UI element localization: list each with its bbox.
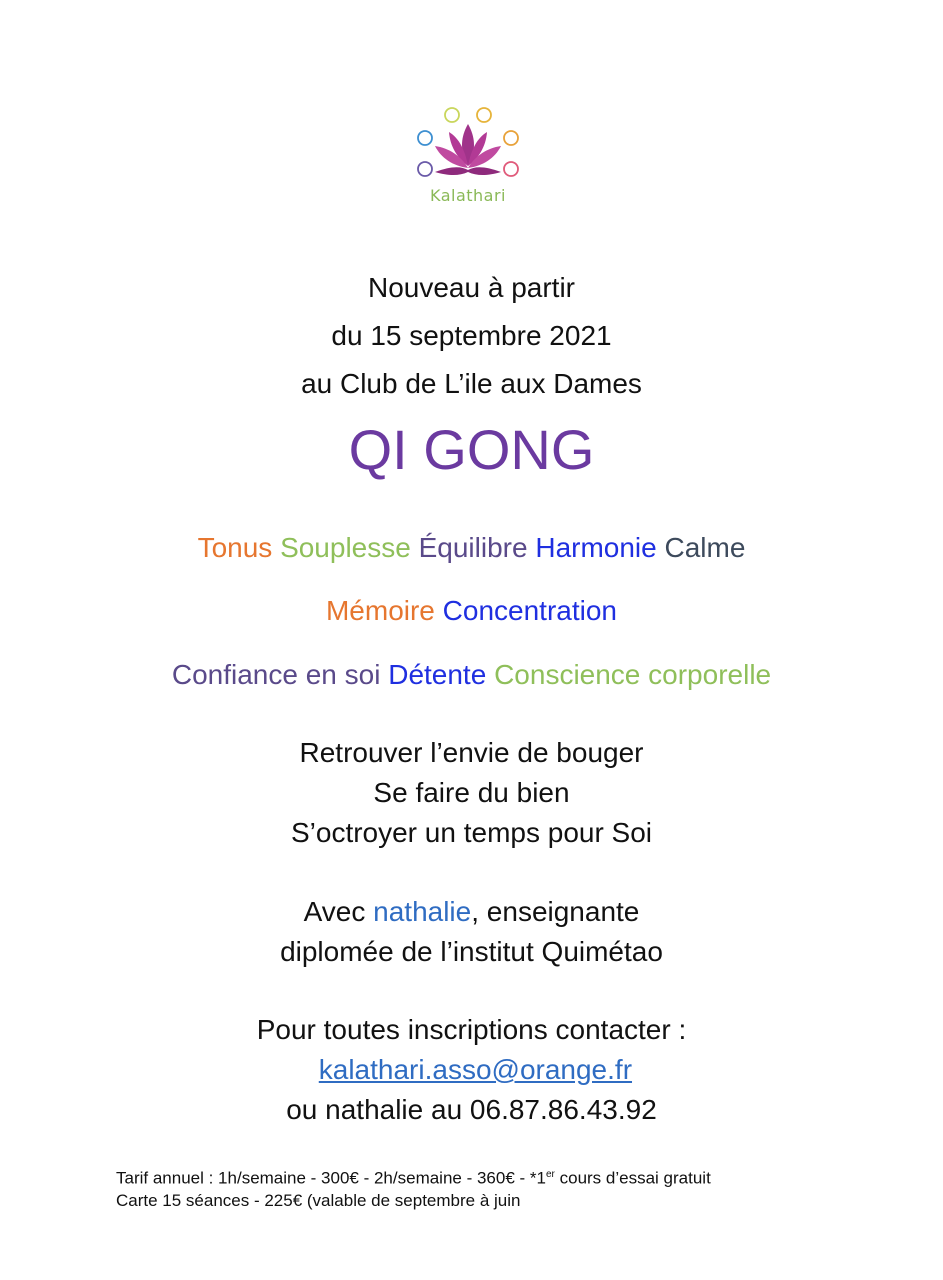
quality-word: Concentration xyxy=(442,595,618,626)
tarif-line-1-a: Tarif annuel : 1h/semaine - 300€ - 2h/semaine - 360€ - *1 xyxy=(116,1168,546,1188)
contact-email-row xyxy=(0,1050,943,1090)
teacher-block xyxy=(0,892,943,972)
quality-word: Calme xyxy=(664,532,746,563)
contact-line-1: Pour toutes inscriptions contacter : xyxy=(256,1014,687,1045)
benefits-block xyxy=(0,733,943,853)
contact-block xyxy=(0,1010,943,1130)
teacher-name: nathalie xyxy=(373,896,472,927)
quality-word: Conscience corporelle xyxy=(494,659,772,690)
teacher-prefix: Avec xyxy=(303,896,374,927)
teacher-line-1 xyxy=(0,892,943,932)
intro-line-1: Nouveau à partir xyxy=(367,272,575,303)
tarif-line-2: Carte 15 séances - 225€ (valable de septembre à juin xyxy=(116,1190,521,1210)
qualities-line-1 xyxy=(0,530,943,566)
intro-line-3: au Club de L’ile aux Dames xyxy=(301,368,642,399)
teacher-suffix: , enseignante xyxy=(471,896,640,927)
kalathari-logo xyxy=(405,100,531,210)
contact-line-3: ou nathalie au 06.87.86.43.92 xyxy=(286,1094,657,1125)
qualities-line-3 xyxy=(0,657,943,693)
logo-text: Kalathari xyxy=(429,186,506,205)
tarif-sup: er xyxy=(545,1169,555,1180)
quality-word: Confiance en soi xyxy=(171,659,381,690)
tarif-line-1-b: cours d’essai gratuit xyxy=(554,1168,711,1188)
quality-word: Souplesse xyxy=(280,532,411,563)
intro-block xyxy=(0,264,943,408)
benefit-line: Se faire du bien xyxy=(373,777,570,808)
benefit-line: Retrouver l’envie de bouger xyxy=(299,737,644,768)
tarif-block xyxy=(116,1164,711,1212)
quality-word: Mémoire xyxy=(325,595,435,626)
teacher-line-2: diplomée de l’institut Quimétao xyxy=(280,936,663,967)
quality-word: Tonus xyxy=(197,532,273,563)
contact-email-link[interactable]: kalathari.asso@orange.fr xyxy=(318,1054,633,1085)
quality-word: Équilibre xyxy=(418,532,528,563)
qualities-line-2 xyxy=(0,593,943,629)
quality-word: Détente xyxy=(388,659,487,690)
lotus-icon xyxy=(405,100,531,190)
page-title: QI GONG xyxy=(348,418,595,481)
quality-word: Harmonie xyxy=(535,532,657,563)
intro-line-2: du 15 septembre 2021 xyxy=(331,320,612,351)
tarif-line-1 xyxy=(116,1164,711,1190)
benefit-line: S’octroyer un temps pour Soi xyxy=(290,817,653,848)
